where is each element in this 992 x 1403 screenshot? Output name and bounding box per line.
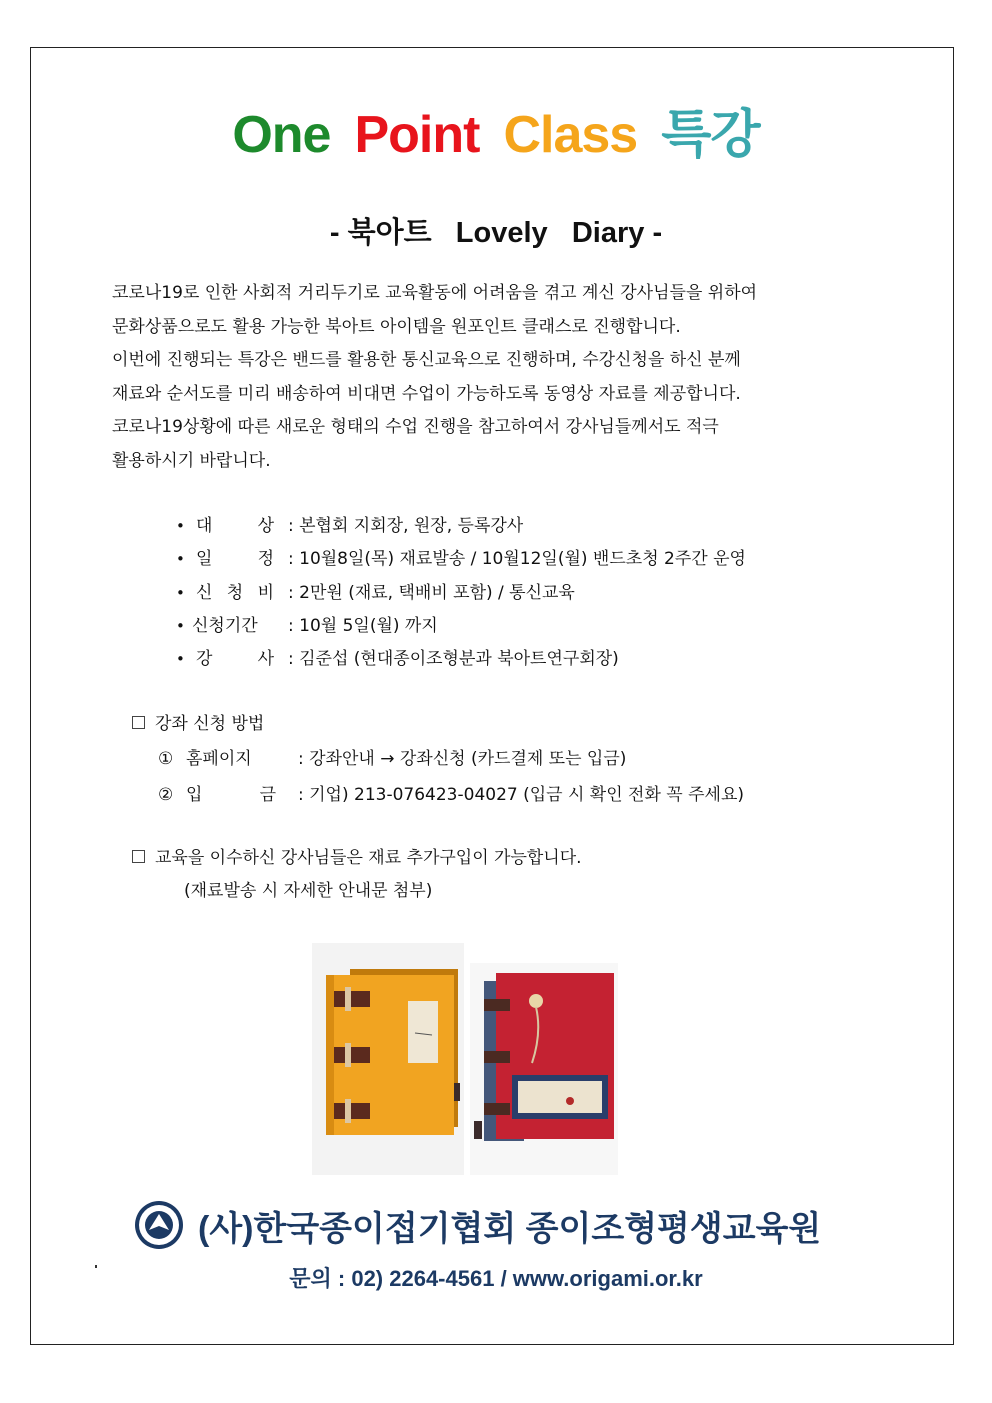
red-book-icon bbox=[474, 973, 614, 1141]
bullet-icon: • bbox=[176, 517, 185, 535]
extra-note: (재료발송 시 자세한 안내문 첨부) bbox=[184, 881, 433, 901]
application-method bbox=[132, 708, 744, 813]
bullet-icon: • bbox=[176, 650, 185, 669]
book-photos bbox=[312, 943, 618, 1175]
intro-paragraph bbox=[112, 277, 872, 479]
detail-label: 강 사 bbox=[196, 649, 274, 670]
detail-value: : 10월8일(목) 재료발송 / 10월12일(월) 밴드초청 2주간 운영 bbox=[288, 549, 746, 570]
intro-line: 문화상품으로도 활용 가능한 북아트 아이템을 원포인트 클래스로 진행합니다. bbox=[112, 316, 681, 337]
intro-line: 활용하시기 바랍니다. bbox=[112, 450, 271, 471]
contact-info: 문의 : 02) 2264-4561 / www.origami.or.kr bbox=[289, 1266, 703, 1291]
yellow-book-icon bbox=[326, 969, 460, 1135]
organization-name: (사)한국종이접기협회 종이조형평생교육원 bbox=[198, 1209, 822, 1248]
extra-purchase bbox=[132, 842, 582, 908]
intro-line: 코로나19상황에 따른 새로운 형태의 수업 진행을 참고하여서 강사님들께서도 적극 bbox=[112, 417, 719, 438]
checkbox-icon bbox=[132, 850, 145, 863]
method-heading-row bbox=[132, 708, 744, 741]
detail-value: : 김준섭 (현대종이조형분과 북아트연구회장) bbox=[288, 649, 619, 670]
bullet-icon: • bbox=[176, 550, 185, 569]
detail-value: : 본협회 지회장, 원장, 등록강사 bbox=[288, 516, 524, 536]
method-value: : 강좌안내 → 강좌신청 (카드결제 또는 입금) bbox=[298, 748, 627, 769]
intro-line: 코로나19로 인한 사회적 거리두기로 교육활동에 어려움을 겪고 계신 강사님들을 위하여 bbox=[112, 283, 758, 303]
bullet-icon: • bbox=[176, 616, 185, 635]
detail-label: 신 청 비 bbox=[196, 582, 274, 603]
method-label: 입 금 bbox=[186, 784, 276, 805]
title-special: 특강 bbox=[661, 106, 760, 164]
footer-organization bbox=[134, 1200, 894, 1250]
detail-period bbox=[176, 610, 746, 643]
detail-schedule bbox=[176, 543, 746, 576]
method-label: 홈페이지 bbox=[186, 748, 252, 769]
subtitle: - 북아트 Lovely Diary - bbox=[329, 217, 663, 249]
detail-label: 일 정 bbox=[196, 549, 274, 570]
extra-row bbox=[132, 842, 582, 875]
method-item-homepage bbox=[132, 741, 744, 777]
detail-label: 대 상 bbox=[196, 516, 274, 536]
method-heading: 강좌 신청 방법 bbox=[155, 714, 265, 734]
method-value: : 기업) 213-076423-04027 (입금 시 확인 전화 꼭 주세요) bbox=[298, 784, 745, 805]
detail-value: : 2만원 (재료, 택배비 포함) / 통신교육 bbox=[288, 582, 575, 603]
detail-instructor bbox=[176, 643, 746, 676]
details-list bbox=[176, 510, 746, 676]
title-class: Class bbox=[503, 106, 638, 164]
bullet-icon: • bbox=[176, 583, 185, 602]
association-logo-icon bbox=[134, 1200, 184, 1250]
book-photos-illustration bbox=[312, 943, 618, 1175]
method-item-deposit bbox=[132, 777, 744, 813]
detail-target bbox=[176, 510, 746, 543]
detail-fee bbox=[176, 577, 746, 610]
title-one: One bbox=[232, 106, 331, 164]
number-one-icon: ① bbox=[158, 748, 174, 769]
title-point: Point bbox=[354, 106, 480, 164]
detail-value: : 10월 5일(월) 까지 bbox=[288, 615, 438, 636]
intro-line: 재료와 순서도를 미리 배송하여 비대면 수업이 가능하도록 동영상 자료를 제공합니다. bbox=[112, 383, 741, 404]
stray-mark bbox=[95, 1265, 97, 1268]
detail-label: 신청기간 bbox=[192, 615, 258, 636]
intro-line: 이번에 진행되는 특강은 밴드를 활용한 통신교육으로 진행하며, 수강신청을 하신 분께 bbox=[112, 350, 741, 371]
page-title bbox=[0, 92, 992, 167]
extra-text: 교육을 이수하신 강사님들은 재료 추가구입이 가능합니다. bbox=[155, 848, 582, 868]
number-two-icon: ② bbox=[158, 784, 174, 805]
checkbox-icon bbox=[132, 716, 145, 729]
